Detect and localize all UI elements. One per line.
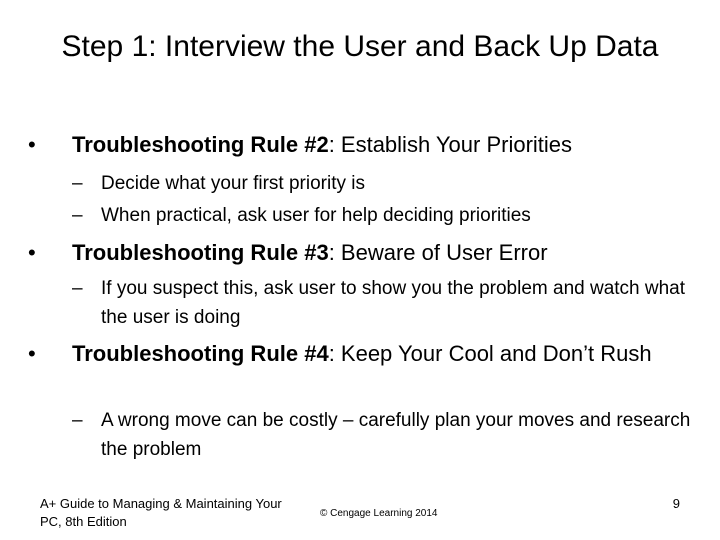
sub-bullet-ask-user-priorities — [72, 201, 701, 230]
dash-icon: – — [72, 278, 83, 299]
slide-title: Step 1: Interview the User and Back Up Data — [61, 30, 659, 63]
bullet-icon: • — [28, 132, 36, 157]
bullet-icon: • — [28, 240, 36, 265]
sub-bullet-text: If you suspect this, ask user to show you the problem and watch what the user is doing — [101, 278, 686, 328]
bullet-rule-2-title: Troubleshooting Rule #2 — [72, 132, 329, 157]
sub-bullet-wrong-move — [72, 406, 701, 464]
bullet-rule-3 — [28, 238, 682, 268]
bullet-rule-4-text: : Keep Your Cool and Don’t Rush — [328, 341, 652, 366]
bullet-rule-3-title: Troubleshooting Rule #3 — [72, 240, 329, 265]
sub-bullet-text: Decide what your first priority is — [101, 173, 365, 194]
footer-book-title: A+ Guide to Managing & Maintaining Your PC, 8th Edition — [40, 496, 282, 529]
dash-icon: – — [72, 205, 83, 226]
dash-icon: – — [72, 410, 83, 431]
page-number: 9 — [672, 496, 680, 511]
dash-icon: – — [72, 173, 83, 194]
sub-bullet-first-priority — [72, 169, 701, 198]
sub-bullet-suspect-error — [72, 274, 701, 332]
bullet-rule-3-text: : Beware of User Error — [328, 240, 548, 265]
bullet-rule-2 — [28, 130, 682, 160]
bullet-icon: • — [28, 341, 36, 366]
sub-bullet-text: A wrong move can be costly – carefully plan your moves and research the problem — [101, 410, 691, 460]
footer-copyright: © Cengage Learning 2014 — [320, 508, 438, 519]
bullet-rule-4 — [28, 339, 682, 369]
bullet-rule-2-text: : Establish Your Priorities — [328, 132, 573, 157]
bullet-rule-4-title: Troubleshooting Rule #4 — [72, 341, 329, 366]
sub-bullet-text: When practical, ask user for help deciding priorities — [101, 205, 531, 226]
